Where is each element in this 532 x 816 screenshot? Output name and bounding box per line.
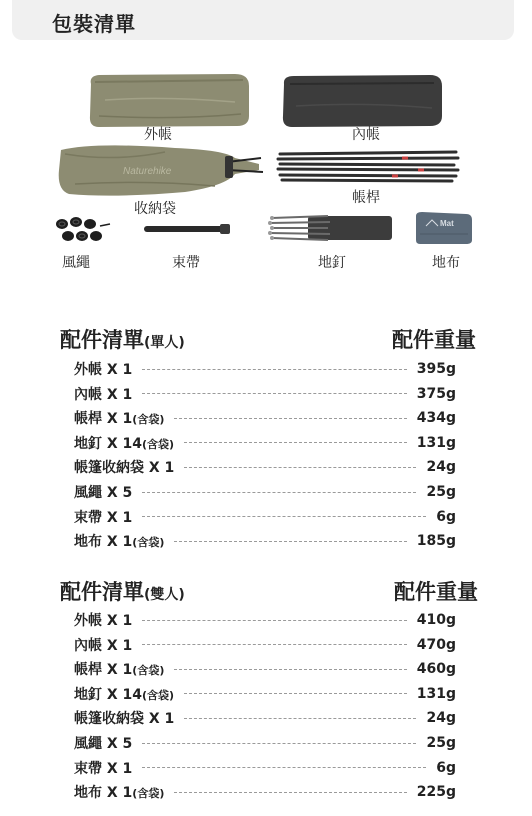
accessory-row — [74, 505, 456, 529]
accessory-weight: 395g — [416, 361, 456, 377]
accessory-weight: 470g — [416, 636, 456, 653]
guy-ropes-label: 風繩 — [62, 255, 90, 271]
accessory-row — [74, 731, 456, 755]
accessory-note: (含袋) — [132, 664, 165, 678]
accessory-row — [74, 455, 456, 479]
accessory-name: 外帳 X 1 — [74, 362, 133, 378]
accessory-row — [74, 608, 456, 632]
dotted-leader — [142, 492, 416, 493]
accessory-row — [74, 357, 456, 381]
accessory-row — [74, 529, 456, 553]
inner-tent-image — [278, 72, 446, 130]
double-weight-title: 配件重量 — [394, 580, 478, 604]
accessory-name: 帳篷收納袋 X 1 — [74, 711, 175, 728]
dotted-leader — [174, 792, 406, 793]
accessory-weight: 6g — [436, 508, 456, 525]
accessory-weight: 460g — [416, 661, 456, 678]
accessory-name: 帳篷收納袋 X 1 — [74, 460, 175, 477]
accessory-name: 地布 X 1(含袋) — [74, 534, 165, 551]
accessory-note: (含袋) — [132, 413, 165, 427]
accessory-row — [74, 633, 456, 657]
guy-ropes-image — [52, 214, 114, 246]
single-list-title: 配件清單(單人) — [60, 328, 185, 352]
groundsheet-label: 地布 — [432, 255, 460, 271]
accessory-note: (含袋) — [132, 787, 165, 801]
accessory-row — [74, 682, 456, 706]
accessory-row — [74, 406, 456, 430]
dotted-leader — [142, 393, 406, 394]
outer-tent-label: 外帳 — [144, 127, 172, 143]
accessory-row — [74, 431, 456, 455]
accessory-row — [74, 706, 456, 730]
accessory-name: 風繩 X 5 — [74, 485, 133, 501]
mat-logo: Mat — [440, 219, 454, 228]
accessory-name: 外帳 X 1 — [74, 613, 133, 629]
outer-tent-image — [85, 70, 253, 130]
page-title: 包裝清單 — [52, 12, 136, 36]
dotted-leader — [174, 541, 406, 542]
accessory-weight: 25g — [426, 484, 456, 500]
accessory-weight: 375g — [416, 385, 456, 402]
accessory-weight: 24g — [426, 459, 456, 476]
accessory-name: 地布 X 1(含袋) — [74, 785, 165, 802]
dotted-leader — [142, 620, 406, 621]
accessory-weight: 185g — [416, 533, 456, 550]
accessory-row — [74, 756, 456, 780]
strap-image — [142, 222, 234, 236]
accessory-row — [74, 480, 456, 504]
accessory-weight: 225g — [416, 784, 456, 801]
accessory-row — [74, 657, 456, 681]
dotted-leader — [142, 516, 426, 517]
double-list-title: 配件清單(雙人) — [60, 580, 185, 604]
dotted-leader — [174, 669, 406, 670]
inner-tent-label: 內帳 — [352, 127, 380, 143]
accessory-weight: 410g — [416, 612, 456, 628]
accessory-weight: 6g — [436, 759, 456, 776]
accessory-name: 地釘 X 14(含袋) — [74, 435, 175, 452]
accessory-weight: 25g — [426, 735, 456, 751]
dotted-leader — [142, 767, 426, 768]
accessory-name: 帳桿 X 1(含袋) — [74, 411, 165, 428]
dotted-leader — [142, 369, 406, 370]
tent-poles-image — [272, 148, 464, 186]
dotted-leader — [184, 442, 407, 443]
accessory-weight: 434g — [416, 410, 456, 427]
accessory-name: 帳桿 X 1(含袋) — [74, 662, 165, 679]
poles-label: 帳桿 — [352, 190, 380, 206]
accessory-row — [74, 382, 456, 406]
accessory-name: 內帳 X 1 — [74, 637, 133, 654]
bag-logo: Naturehike — [123, 166, 172, 177]
pegs-image — [268, 210, 394, 246]
strap-label: 束帶 — [172, 255, 200, 271]
accessory-name: 風繩 X 5 — [74, 736, 133, 752]
header-bar — [12, 0, 514, 40]
storage-bag-image — [55, 140, 267, 202]
accessory-note: (含袋) — [132, 536, 165, 550]
accessory-name: 內帳 X 1 — [74, 386, 133, 403]
accessory-note: (含袋) — [142, 688, 175, 702]
accessory-weight: 131g — [416, 434, 456, 451]
accessory-name: 地釘 X 14(含袋) — [74, 686, 175, 703]
accessory-name: 束帶 X 1 — [74, 760, 133, 777]
dotted-leader — [184, 467, 416, 468]
accessory-weight: 131g — [416, 685, 456, 702]
dotted-leader — [142, 644, 406, 645]
storage-bag-label: 收納袋 — [134, 201, 176, 217]
dotted-leader — [142, 743, 416, 744]
single-weight-title: 配件重量 — [392, 328, 476, 352]
dotted-leader — [184, 693, 407, 694]
accessory-weight: 24g — [426, 710, 456, 727]
accessory-row — [74, 780, 456, 804]
dotted-leader — [184, 718, 416, 719]
dotted-leader — [174, 418, 406, 419]
groundsheet-image — [412, 208, 474, 246]
pegs-label: 地釘 — [318, 255, 346, 271]
accessory-note: (含袋) — [142, 437, 175, 451]
accessory-name: 束帶 X 1 — [74, 509, 133, 526]
